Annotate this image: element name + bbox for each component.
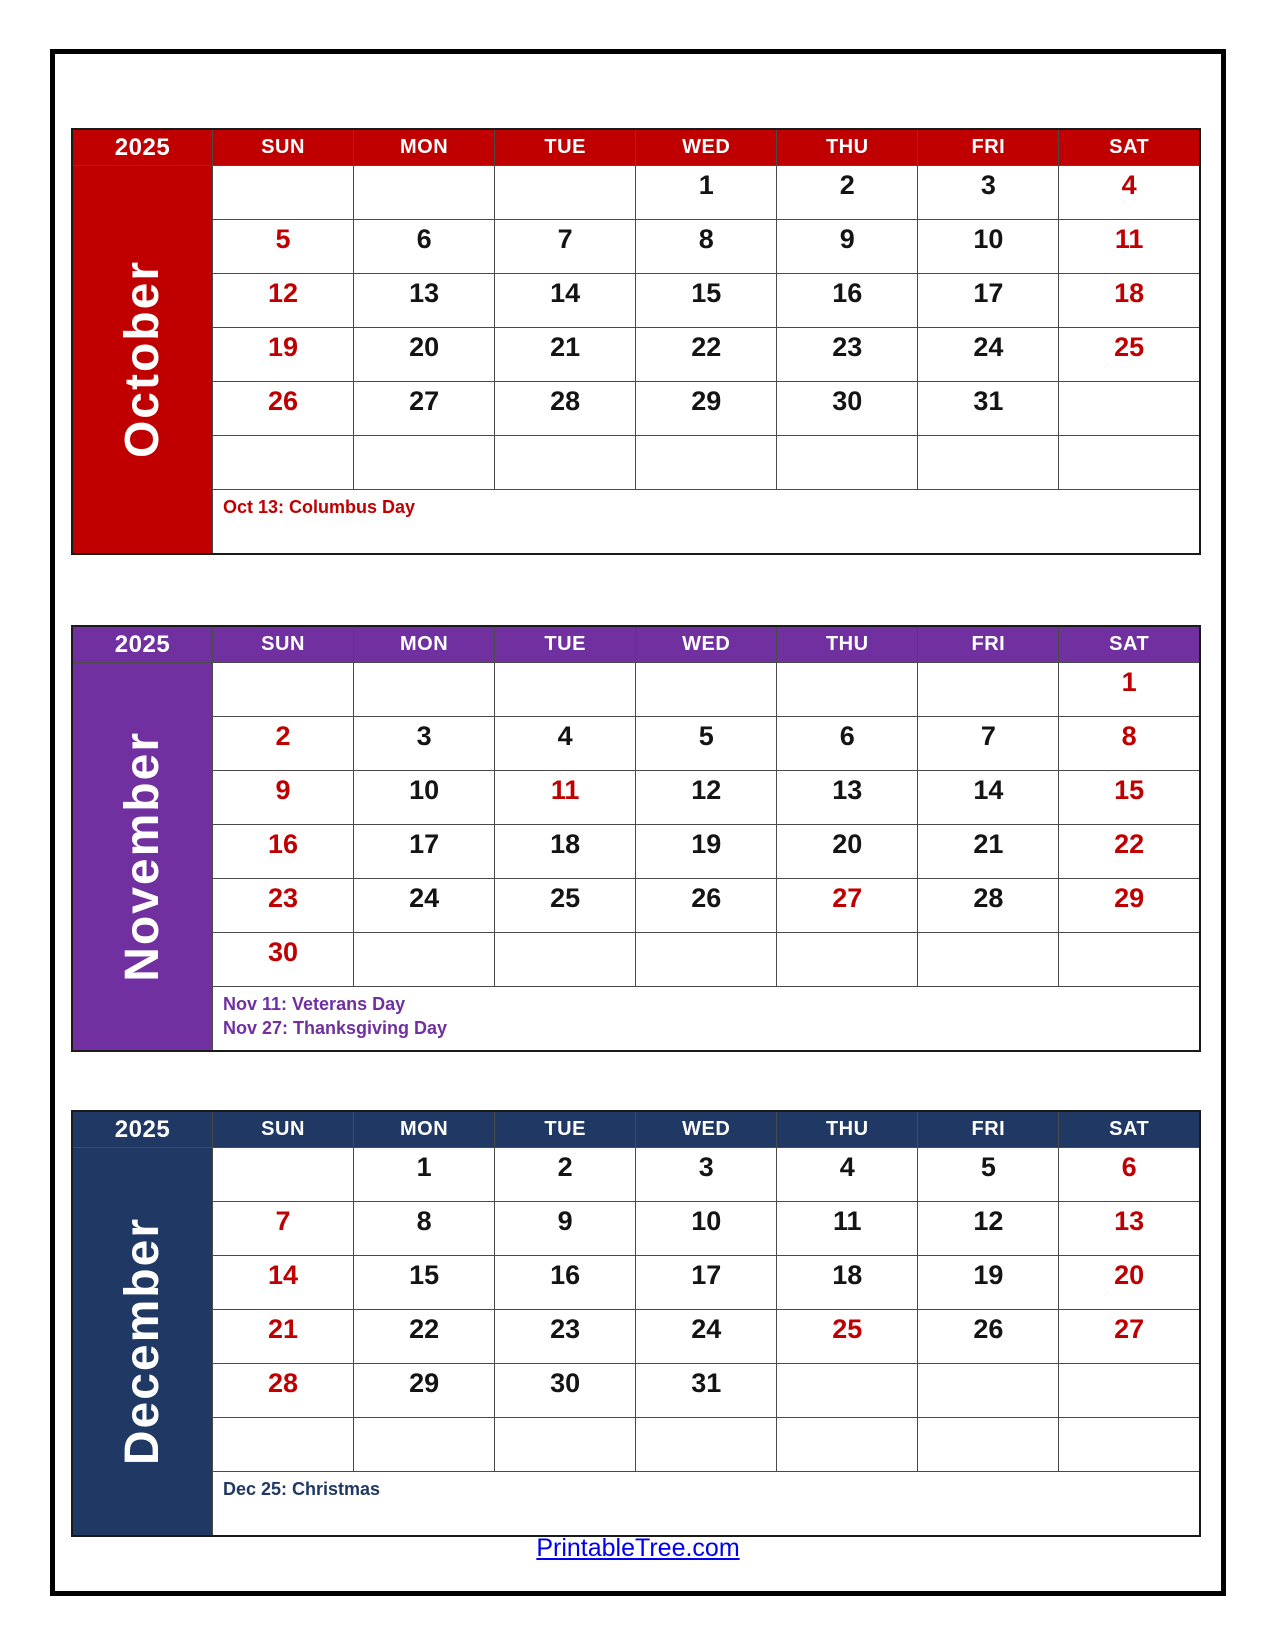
weekday-header: TUE xyxy=(495,129,636,166)
day-cell: 10 xyxy=(354,771,495,825)
footer-link[interactable]: PrintableTree.com xyxy=(536,1534,740,1562)
holiday-note: Oct 13: Columbus Day xyxy=(223,497,416,517)
day-cell: 21 xyxy=(213,1310,354,1364)
day-cell: 7 xyxy=(213,1202,354,1256)
day-cell: 14 xyxy=(918,771,1059,825)
day-cell: 3 xyxy=(354,717,495,771)
day-cell: 19 xyxy=(636,825,777,879)
day-cell: 2 xyxy=(777,166,918,220)
day-cell: 15 xyxy=(1059,771,1200,825)
months-container xyxy=(55,54,1221,1537)
day-cell: 22 xyxy=(636,328,777,382)
day-cell: 23 xyxy=(777,328,918,382)
week-row xyxy=(72,1418,1200,1472)
week-row xyxy=(72,220,1200,274)
weekday-header: SAT xyxy=(1059,626,1200,663)
empty-day-cell xyxy=(636,663,777,717)
day-cell: 23 xyxy=(495,1310,636,1364)
empty-day-cell xyxy=(636,436,777,490)
week-row xyxy=(72,382,1200,436)
month-name-strip xyxy=(72,1148,213,1537)
day-cell: 10 xyxy=(918,220,1059,274)
day-cell: 13 xyxy=(1059,1202,1200,1256)
day-cell: 31 xyxy=(918,382,1059,436)
year-label: 2025 xyxy=(72,1111,213,1148)
day-cell: 22 xyxy=(354,1310,495,1364)
year-label: 2025 xyxy=(72,626,213,663)
day-cell: 18 xyxy=(777,1256,918,1310)
day-cell: 5 xyxy=(918,1148,1059,1202)
day-cell: 7 xyxy=(495,220,636,274)
day-cell: 15 xyxy=(354,1256,495,1310)
weekday-header: FRI xyxy=(918,1111,1059,1148)
day-cell: 26 xyxy=(636,879,777,933)
day-cell: 2 xyxy=(213,717,354,771)
week-row xyxy=(72,1310,1200,1364)
month-table-november xyxy=(71,625,1201,1052)
weekday-header: FRI xyxy=(918,626,1059,663)
day-cell: 12 xyxy=(918,1202,1059,1256)
empty-day-cell xyxy=(495,436,636,490)
day-cell: 22 xyxy=(1059,825,1200,879)
empty-day-cell xyxy=(213,663,354,717)
holiday-notes-cell xyxy=(213,987,1201,1052)
day-cell: 30 xyxy=(777,382,918,436)
weekday-header: MON xyxy=(354,129,495,166)
day-cell: 9 xyxy=(495,1202,636,1256)
week-row xyxy=(72,879,1200,933)
weekday-header: TUE xyxy=(495,626,636,663)
weekday-header: WED xyxy=(636,626,777,663)
day-cell: 28 xyxy=(918,879,1059,933)
day-cell: 12 xyxy=(636,771,777,825)
weekday-header: SAT xyxy=(1059,1111,1200,1148)
empty-day-cell xyxy=(213,1148,354,1202)
day-cell: 21 xyxy=(918,825,1059,879)
weekday-header-row xyxy=(72,129,1200,166)
weekday-header: TUE xyxy=(495,1111,636,1148)
empty-day-cell xyxy=(918,663,1059,717)
year-label: 2025 xyxy=(72,129,213,166)
empty-day-cell xyxy=(495,1418,636,1472)
day-cell: 11 xyxy=(495,771,636,825)
empty-day-cell xyxy=(354,1418,495,1472)
holiday-notes-row xyxy=(72,1472,1200,1537)
empty-day-cell xyxy=(1059,382,1200,436)
empty-day-cell xyxy=(354,436,495,490)
holiday-notes-row xyxy=(72,490,1200,555)
day-cell: 1 xyxy=(354,1148,495,1202)
day-cell: 13 xyxy=(354,274,495,328)
weekday-header: SUN xyxy=(213,129,354,166)
day-cell: 4 xyxy=(1059,166,1200,220)
month-table-december xyxy=(71,1110,1201,1537)
holiday-notes-row xyxy=(72,987,1200,1052)
weekday-header-row xyxy=(72,1111,1200,1148)
day-cell: 16 xyxy=(213,825,354,879)
empty-day-cell xyxy=(636,933,777,987)
day-cell: 25 xyxy=(495,879,636,933)
day-cell: 8 xyxy=(354,1202,495,1256)
week-row xyxy=(72,717,1200,771)
week-row xyxy=(72,1256,1200,1310)
day-cell: 6 xyxy=(777,717,918,771)
day-cell: 24 xyxy=(354,879,495,933)
holiday-notes-cell xyxy=(213,490,1201,555)
day-cell: 13 xyxy=(777,771,918,825)
day-cell: 2 xyxy=(495,1148,636,1202)
empty-day-cell xyxy=(777,1418,918,1472)
empty-day-cell xyxy=(777,1364,918,1418)
weekday-header: WED xyxy=(636,1111,777,1148)
day-cell: 28 xyxy=(495,382,636,436)
day-cell: 16 xyxy=(777,274,918,328)
day-cell: 8 xyxy=(1059,717,1200,771)
weekday-header: MON xyxy=(354,1111,495,1148)
day-cell: 11 xyxy=(777,1202,918,1256)
empty-day-cell xyxy=(1059,1364,1200,1418)
day-cell: 21 xyxy=(495,328,636,382)
day-cell: 26 xyxy=(918,1310,1059,1364)
day-cell: 3 xyxy=(636,1148,777,1202)
week-row xyxy=(72,1202,1200,1256)
month-name-label: December xyxy=(115,1217,169,1466)
weekday-header: THU xyxy=(777,129,918,166)
day-cell: 31 xyxy=(636,1364,777,1418)
weekday-header: THU xyxy=(777,626,918,663)
day-cell: 1 xyxy=(1059,663,1200,717)
week-row xyxy=(72,436,1200,490)
day-cell: 17 xyxy=(636,1256,777,1310)
day-cell: 10 xyxy=(636,1202,777,1256)
day-cell: 29 xyxy=(1059,879,1200,933)
day-cell: 30 xyxy=(213,933,354,987)
day-cell: 26 xyxy=(213,382,354,436)
day-cell: 19 xyxy=(213,328,354,382)
footer xyxy=(55,1534,1221,1563)
day-cell: 18 xyxy=(495,825,636,879)
empty-day-cell xyxy=(636,1418,777,1472)
day-cell: 17 xyxy=(354,825,495,879)
day-cell: 1 xyxy=(636,166,777,220)
empty-day-cell xyxy=(354,933,495,987)
day-cell: 18 xyxy=(1059,274,1200,328)
holiday-note: Nov 27: Thanksgiving Day xyxy=(223,1018,448,1039)
day-cell: 9 xyxy=(777,220,918,274)
week-row xyxy=(72,274,1200,328)
week-row xyxy=(72,166,1200,220)
day-cell: 20 xyxy=(777,825,918,879)
week-row xyxy=(72,933,1200,987)
day-cell: 27 xyxy=(777,879,918,933)
day-cell: 8 xyxy=(636,220,777,274)
empty-day-cell xyxy=(1059,933,1200,987)
day-cell: 16 xyxy=(495,1256,636,1310)
day-cell: 5 xyxy=(213,220,354,274)
empty-day-cell xyxy=(777,933,918,987)
day-cell: 27 xyxy=(1059,1310,1200,1364)
day-cell: 4 xyxy=(777,1148,918,1202)
day-cell: 6 xyxy=(354,220,495,274)
holiday-notes-cell xyxy=(213,1472,1201,1537)
empty-day-cell xyxy=(354,166,495,220)
day-cell: 7 xyxy=(918,717,1059,771)
day-cell: 20 xyxy=(1059,1256,1200,1310)
day-cell: 6 xyxy=(1059,1148,1200,1202)
day-cell: 25 xyxy=(777,1310,918,1364)
week-row xyxy=(72,328,1200,382)
day-cell: 9 xyxy=(213,771,354,825)
empty-day-cell xyxy=(918,1364,1059,1418)
empty-day-cell xyxy=(918,1418,1059,1472)
empty-day-cell xyxy=(354,663,495,717)
empty-day-cell xyxy=(777,436,918,490)
day-cell: 29 xyxy=(354,1364,495,1418)
empty-day-cell xyxy=(213,436,354,490)
day-cell: 24 xyxy=(636,1310,777,1364)
holiday-note: Nov 11: Veterans Day xyxy=(223,994,406,1014)
day-cell: 28 xyxy=(213,1364,354,1418)
month-name-label: October xyxy=(115,260,169,459)
week-row xyxy=(72,825,1200,879)
day-cell: 24 xyxy=(918,328,1059,382)
day-cell: 29 xyxy=(636,382,777,436)
weekday-header: MON xyxy=(354,626,495,663)
empty-day-cell xyxy=(918,933,1059,987)
day-cell: 14 xyxy=(213,1256,354,1310)
weekday-header: SUN xyxy=(213,626,354,663)
empty-day-cell xyxy=(918,436,1059,490)
empty-day-cell xyxy=(495,663,636,717)
empty-day-cell xyxy=(495,933,636,987)
day-cell: 27 xyxy=(354,382,495,436)
week-row xyxy=(72,1148,1200,1202)
day-cell: 14 xyxy=(495,274,636,328)
month-table-october xyxy=(71,128,1201,555)
weekday-header: WED xyxy=(636,129,777,166)
day-cell: 11 xyxy=(1059,220,1200,274)
weekday-header: THU xyxy=(777,1111,918,1148)
weekday-header: SAT xyxy=(1059,129,1200,166)
weekday-header: FRI xyxy=(918,129,1059,166)
day-cell: 23 xyxy=(213,879,354,933)
empty-day-cell xyxy=(495,166,636,220)
holiday-note: Dec 25: Christmas xyxy=(223,1479,381,1499)
week-row xyxy=(72,1364,1200,1418)
day-cell: 19 xyxy=(918,1256,1059,1310)
empty-day-cell xyxy=(1059,1418,1200,1472)
day-cell: 4 xyxy=(495,717,636,771)
day-cell: 30 xyxy=(495,1364,636,1418)
day-cell: 5 xyxy=(636,717,777,771)
empty-day-cell xyxy=(213,166,354,220)
day-cell: 25 xyxy=(1059,328,1200,382)
day-cell: 15 xyxy=(636,274,777,328)
month-name-strip xyxy=(72,663,213,1052)
week-row xyxy=(72,771,1200,825)
page-border-frame xyxy=(50,49,1226,1596)
weekday-header: SUN xyxy=(213,1111,354,1148)
day-cell: 20 xyxy=(354,328,495,382)
weekday-header-row xyxy=(72,626,1200,663)
month-name-label: November xyxy=(115,731,169,982)
day-cell: 12 xyxy=(213,274,354,328)
day-cell: 17 xyxy=(918,274,1059,328)
week-row xyxy=(72,663,1200,717)
month-name-strip xyxy=(72,166,213,555)
empty-day-cell xyxy=(777,663,918,717)
day-cell: 3 xyxy=(918,166,1059,220)
empty-day-cell xyxy=(213,1418,354,1472)
empty-day-cell xyxy=(1059,436,1200,490)
